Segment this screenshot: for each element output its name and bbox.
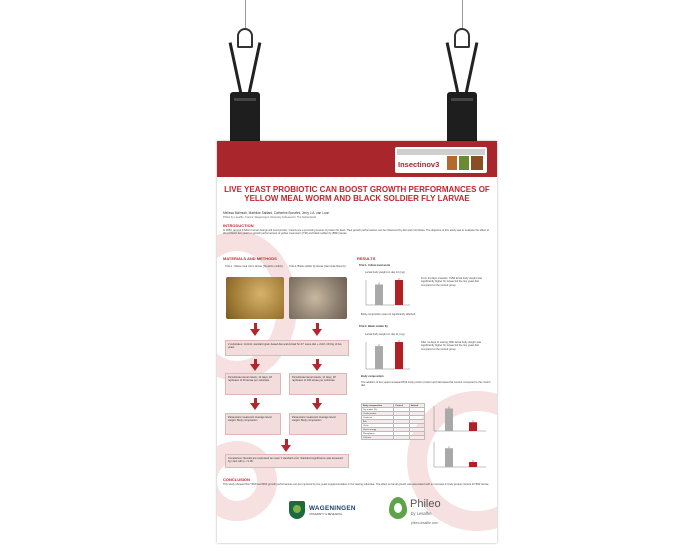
bar-control — [445, 409, 453, 432]
body-comp-text: The addition of live yeast increased BSF body protein content and decreased fat content compared to the control diet. — [361, 381, 491, 388]
affiliations: Phileo by Lesaffre, France; Wageningen University & Research, The Netherlands — [223, 216, 317, 219]
bar-control — [375, 285, 383, 306]
flow-arrow — [312, 364, 322, 371]
table-row: Chitin — [362, 424, 425, 428]
trial2-chart-title: Larval body weight on day 11 (mg) — [365, 333, 405, 336]
body-composition-table — [361, 403, 425, 440]
trial1-label: Trial 1. Yellow meal worm larvae (Tenebrio molitor) — [225, 265, 283, 268]
introduction-text: In 2050, around 9 billion human beings will need protein. Insects are a promising source of protein for feed. Their growth performances can be influenced by diet and microbiota. The objective of this study was to evaluate the effect of the probiotic live yeast on growth performances of yellow meal worm (TM) and black soldier fly (BSF) larvae. — [223, 229, 489, 236]
authors: Mélissa Malmuth, Mathilde Saillant, Catherine Bonafini, Jerry J.A. van Loon — [223, 211, 330, 215]
bsf-larvae-photo — [289, 277, 347, 319]
results-heading: RESULTS — [357, 256, 376, 261]
mealworm-photo — [226, 277, 284, 319]
trial1-bar-chart — [363, 277, 413, 309]
table-row: Calcium — [362, 436, 425, 440]
table-row: Crude fat — [362, 416, 425, 420]
flow-arrow — [250, 329, 260, 336]
trial1-note: Body composition was not significantly affected. — [361, 313, 416, 316]
body-comp-chart-2 — [431, 439, 489, 471]
bar-actisaf — [395, 280, 403, 305]
trial1-results-heading: Trial 1. Yellow meal worm — [359, 264, 391, 267]
table-header-cell: Actisaf — [409, 404, 424, 408]
table-header-cell: Body composition — [362, 404, 394, 408]
bar-actisaf — [469, 462, 477, 467]
wur-shield-icon — [289, 501, 305, 519]
flow-arrow — [281, 445, 291, 452]
introduction-heading: INTRODUCTION — [223, 223, 254, 228]
table-row: Dry matter (%) — [362, 408, 425, 412]
trial2-results-heading: Trial 2. Black soldier fly — [359, 325, 388, 328]
hanging-wire-right — [462, 0, 463, 30]
hanging-wire-left — [245, 0, 246, 30]
flow-arrow — [312, 403, 322, 410]
materials-heading: MATERIALS AND METHODS — [223, 256, 277, 261]
trial1-params-box: Parameters measured: Average larval weight; Body composition — [225, 413, 281, 435]
bar-actisaf — [395, 342, 403, 369]
trial2-setup-box: Penultimate larval instars, 11 days; 18 replicates of 100 larvae per substrate — [289, 373, 347, 395]
table-row: Crude protein — [362, 412, 425, 416]
table-row: Ash — [362, 420, 425, 424]
scientific-poster — [217, 141, 497, 543]
wageningen-logo: WAGENINGEN UNIVERSITY & RESEARCH — [285, 501, 375, 523]
phileo-logo: Phileo by Lesaffre phileo-lesaffre.com — [389, 497, 477, 527]
bar-control — [445, 448, 453, 467]
binder-clip-right — [445, 28, 479, 146]
body-comp-chart-1 — [431, 403, 489, 435]
phileo-website: phileo-lesaffre.com — [411, 521, 438, 525]
table-row: Gross energy — [362, 428, 425, 432]
trial1-chart-title: Larval body weight on day 14 (mg) — [365, 271, 405, 274]
substrates-box: 2 substrates: Control: standard grain-based diet and Actisaf Sc 47: same diet + 2x10⁸ CFU/g of live yeast — [225, 340, 349, 356]
binder-clip-left — [228, 28, 262, 146]
table-header-cell: Control — [394, 404, 410, 408]
trial2-label: Trial 2. Black soldier fly larvae (Hermetia illucens) — [289, 265, 346, 268]
body-comp-heading: Body composition — [361, 375, 384, 378]
poster-title: LIVE YEAST PROBIOTIC CAN BOOST GROWTH PERFORMANCES OF YELLOW MEAL WORM AND BLACK SOLDIER FLY LARVAE — [224, 185, 490, 203]
trial1-results-text: From 24 days onwards, YMW larval body weight was significantly higher for larvae fed the live yeast diet compared to the control group. — [421, 277, 482, 287]
conclusion-heading: CONCLUSION — [223, 477, 250, 482]
bar-control — [375, 346, 383, 369]
event-logo: Insectinov3 — [395, 147, 487, 173]
phileo-drop-icon — [389, 497, 407, 519]
flow-arrow — [312, 329, 322, 336]
bar-actisaf — [469, 422, 477, 431]
table-row: Phosphorus — [362, 432, 425, 436]
trial2-bar-chart — [363, 339, 413, 373]
trial2-results-text: After 11 days of rearing, BSF larval body weight was significantly higher for larvae fed the live yeast diet compared to the control group. — [421, 341, 482, 351]
flow-arrow — [250, 403, 260, 410]
flow-arrow — [250, 364, 260, 371]
trial1-setup-box: Penultimate larval instars, 14 days; 18 replicates of 40 larvae per substrate — [225, 373, 281, 395]
trial2-params-box: Parameters measured: Average larval weight; Body composition — [289, 413, 347, 435]
poster-banner — [217, 141, 497, 177]
conclusion-text: This study showed that YMW and BSF growth performances can be improved by live yeast supplementation in the rearing substrate. The effect on larval growth was associated with an increase in body protein content for BSF larvae. — [223, 483, 490, 486]
comparison-box: Comparison: Results are expressed as mean ± standard error. Statistical significance was assessed by t-test with p < 0.05. — [225, 454, 349, 468]
